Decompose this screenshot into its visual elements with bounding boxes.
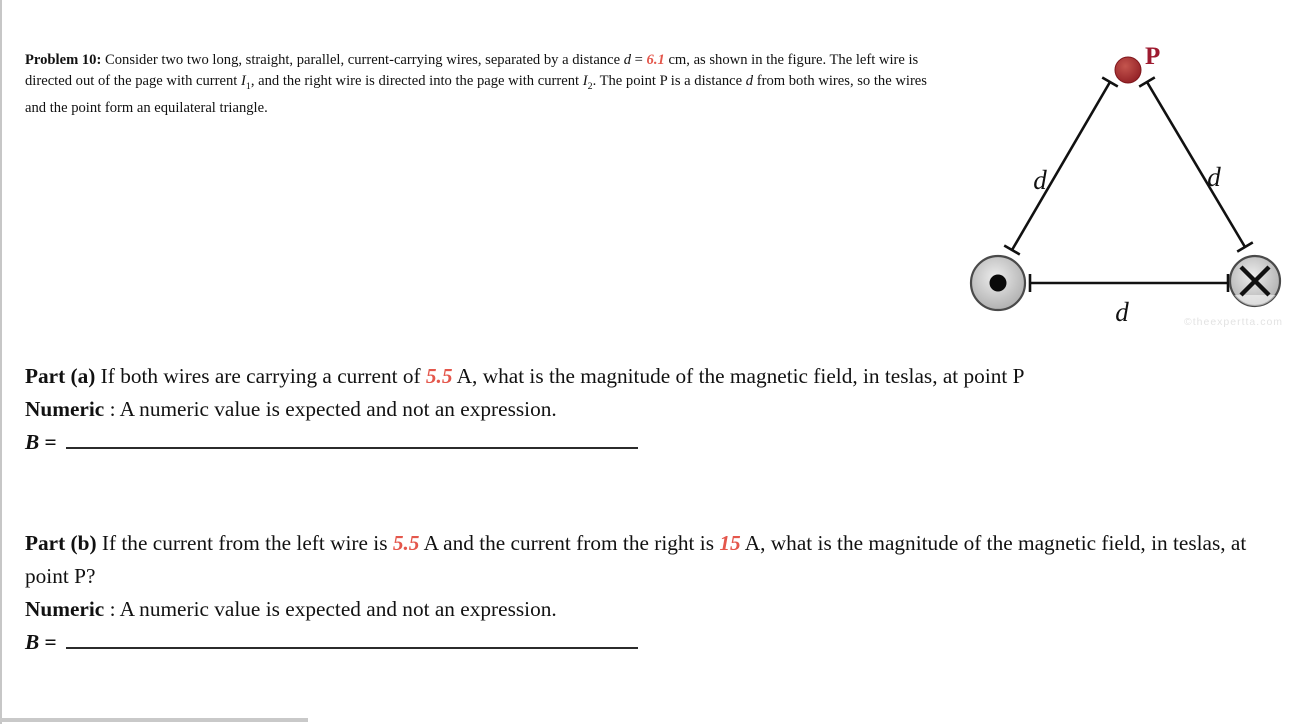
part-a-answer-blank[interactable] bbox=[66, 445, 638, 449]
problem-number-label: Problem 10: bbox=[25, 51, 102, 68]
left-wire-out-of-page-icon bbox=[971, 256, 1025, 310]
part-a-section bbox=[25, 360, 1288, 459]
distance-value: 6.1 bbox=[646, 51, 665, 68]
figure-svg bbox=[948, 12, 1290, 338]
dimension-line-left bbox=[1004, 78, 1118, 255]
part-b-answer-blank[interactable] bbox=[66, 645, 638, 649]
part-a-label: Part (a) bbox=[25, 364, 96, 388]
part-b-answer-var: B bbox=[25, 630, 40, 654]
part-b-section bbox=[25, 527, 1290, 659]
part-b-numeric-note: Numeric : A numeric value is expected and not an expression. bbox=[25, 597, 557, 621]
page-left-border bbox=[0, 0, 2, 724]
label-d-right: d bbox=[1207, 162, 1221, 192]
part-a-numeric-note: Numeric : A numeric value is expected and not an expression. bbox=[25, 397, 557, 421]
part-b-answer-line: B = bbox=[25, 626, 1290, 659]
label-d-bottom: d bbox=[1115, 297, 1129, 327]
part-a-answer-var: B bbox=[25, 430, 40, 454]
part-a-question: Part (a) If both wires are carrying a current of 5.5 A, what is the magnitude of the magnetic field, in teslas, at point P bbox=[25, 364, 1025, 388]
part-b-question: Part (b) If the current from the left wire is 5.5 A and the current from the right is 15 A, what is the magnitude of the magnetic field, in teslas, at point P? bbox=[25, 531, 1247, 588]
part-a-current-value: 5.5 bbox=[425, 364, 453, 388]
right-wire-into-page-icon bbox=[1230, 256, 1280, 307]
page-bottom-border bbox=[0, 718, 308, 722]
dimension-line-right bbox=[1139, 77, 1253, 251]
problem-statement: Problem 10: Consider two two long, straight, parallel, current-carrying wires, separated by a distance d = 6.1 cm, as shown in the figure. The left wire is directed out of the page with current $I_1$, and the right wire is directed into the page with current $I_2$. The point P is a distance d from both wires, so the wires and the point form an equilateral triangle. bbox=[25, 51, 927, 117]
point-p-dot bbox=[1115, 57, 1141, 83]
figure-wires-triangle bbox=[948, 12, 1290, 338]
part-b-current-right-value: 15 bbox=[719, 531, 741, 555]
part-a-answer-line: B = bbox=[25, 426, 1288, 459]
point-p-label: P bbox=[1145, 43, 1161, 70]
label-d-left: d bbox=[1033, 165, 1047, 195]
part-b-current-left-value: 5.5 bbox=[392, 531, 420, 555]
figure-watermark: ©theexpertta.com bbox=[1184, 316, 1284, 328]
part-b-label: Part (b) bbox=[25, 531, 97, 555]
dimension-line-bottom bbox=[1030, 274, 1228, 292]
